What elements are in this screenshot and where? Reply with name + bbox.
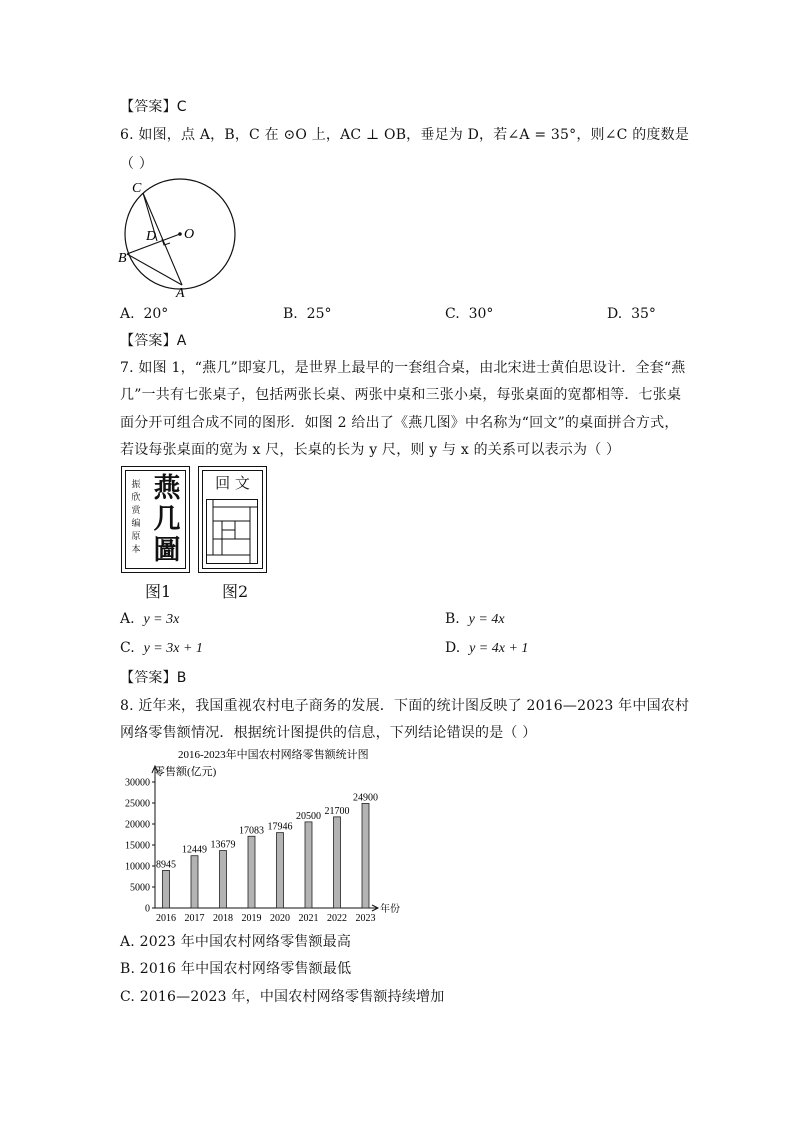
- q7-figure-2: [198, 466, 267, 573]
- bar: [334, 817, 341, 908]
- x-tick-label: 2022: [327, 913, 347, 924]
- q6-option-d: D. 35°: [607, 306, 656, 322]
- fig1-big-text: 燕 几 圖: [153, 473, 181, 566]
- y-tick-label: 5000: [130, 882, 150, 894]
- y-tick-label: 15000: [125, 840, 150, 852]
- x-axis-label: 年份: [380, 904, 400, 915]
- bar-value-label: 13679: [210, 839, 236, 851]
- y-tick-label: 10000: [125, 861, 150, 873]
- chart-title: 2016-2023年中国农村网络零售额统计图: [178, 749, 369, 761]
- x-tick-label: 2019: [241, 913, 262, 924]
- q7-figure-1: [121, 466, 190, 573]
- q6-question-line-1: 6. 如图，点 A，B，C 在 ⊙O 上，AC ⊥ OB，垂足为 D，若∠A = 35°，则∠C 的度数是: [120, 127, 690, 143]
- hui-wen-layout: [206, 499, 258, 564]
- segment-ba: [127, 254, 182, 285]
- label-b: B: [118, 251, 127, 266]
- x-tick-label: 2016: [156, 913, 176, 924]
- q8-question-line-2: 网络零售额情况．根据统计图提供的信息，下列结论错误的是（ ）: [120, 725, 537, 741]
- y-axis-label: 零售额(亿元): [154, 766, 217, 778]
- q7-option-a: A. y = 3x: [120, 611, 180, 627]
- q6-option-c: C. 30°: [445, 306, 494, 322]
- q8-option-c: C. 2016—2023 年，中国农村网络零售额持续增加: [120, 989, 445, 1005]
- y-tick-label: 20000: [125, 819, 150, 831]
- q7-option-b: B. y = 4x: [445, 611, 505, 627]
- label-a: A: [176, 286, 185, 300]
- q7-figure-1-caption: 图1: [145, 582, 172, 601]
- q8-option-b: B. 2016 年中国农村网络零售额最低: [120, 961, 352, 977]
- q7-question-line-2: 几”一共有七张桌子，包括两张长桌、两张中桌和三张小桌，每张桌面的宽都相等．七张桌: [120, 387, 682, 403]
- q7-option-d: D. y = 4x + 1: [445, 640, 529, 656]
- x-tick-label: 2018: [213, 913, 233, 924]
- q7-question-line-3: 面分开可组合成不同的图形．如图 2 给出了《燕几图》中名称为“回文”的桌面拼合方式，: [120, 415, 679, 431]
- label-c: C: [132, 181, 142, 196]
- q7-answer: 【答案】B: [120, 670, 187, 686]
- y-tick-label: 25000: [125, 798, 150, 810]
- x-tick-label: 2021: [298, 913, 319, 924]
- q6-option-b: B. 25°: [283, 306, 332, 322]
- bar-value-label: 24900: [353, 792, 378, 804]
- bar-value-label: 8945: [156, 859, 176, 871]
- bar-value-label: 20500: [296, 810, 321, 822]
- y-tick-label: 30000: [125, 777, 150, 789]
- bar-value-label: 17083: [239, 825, 264, 837]
- q6-circle-figure: [112, 178, 242, 300]
- bar: [220, 851, 227, 908]
- center-point-o: [178, 232, 182, 236]
- q7-option-c: C. y = 3x + 1: [120, 640, 203, 656]
- q6-option-a: A. 20°: [120, 306, 169, 322]
- q6-answer: 【答案】A: [120, 333, 187, 349]
- q6-question-line-2: （ ）: [120, 156, 154, 172]
- bar: [362, 803, 369, 908]
- q5-answer: 【答案】C: [120, 99, 187, 115]
- y-tick-label: 0: [145, 903, 150, 915]
- q7-figure-2-caption: 图2: [222, 582, 249, 601]
- bar: [163, 870, 170, 908]
- bar: [191, 856, 198, 908]
- bar-value-label: 21700: [324, 805, 350, 817]
- x-tick-label: 2023: [355, 913, 376, 924]
- q8-option-a: A. 2023 年中国农村网络零售额最高: [120, 934, 352, 950]
- fig2-title: 回 文: [215, 474, 250, 492]
- bar: [305, 822, 312, 908]
- bar: [277, 833, 284, 908]
- bar-value-label: 17946: [267, 821, 293, 833]
- bar-value-label: 12449: [182, 844, 207, 856]
- q7-question-line-1: 7. 如图 1，“燕几”即宴几，是世界上最早的一套组合桌，由北宋进士黄伯思设计．全套“燕: [120, 360, 686, 376]
- fig1-small-text: 振 欣 赏 编 原 本: [131, 480, 141, 555]
- x-tick-label: 2017: [184, 913, 205, 924]
- bar: [248, 836, 255, 908]
- label-o: O: [184, 227, 195, 242]
- x-tick-label: 2020: [270, 913, 290, 924]
- q7-question-line-4: 若设每张桌面的宽为 x 尺，长桌的长为 y 尺，则 y 与 x 的关系可以表示为（ ）: [120, 442, 621, 458]
- q8-question-line-1: 8. 近年来，我国重视农村电子商务的发展．下面的统计图反映了 2016—2023 年中国农村: [120, 698, 690, 714]
- label-d: D: [146, 229, 157, 244]
- q8-bar-chart: [110, 744, 410, 924]
